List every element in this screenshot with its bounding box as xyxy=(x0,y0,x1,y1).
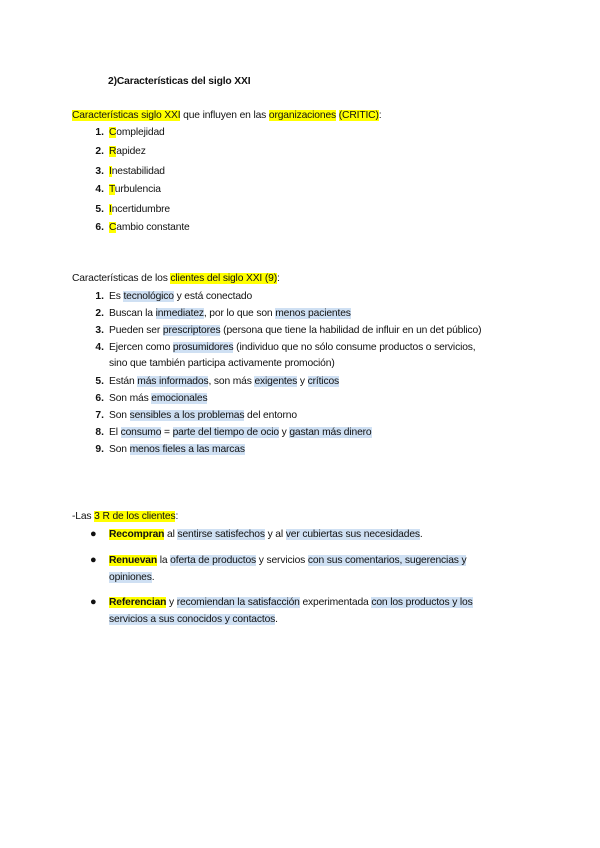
critic-item-number: 4. xyxy=(95,184,104,195)
clients-heading-highlight-2: (9) xyxy=(264,273,277,284)
critic-item-number: 2. xyxy=(95,146,104,157)
item-text: Buscan la xyxy=(109,308,156,319)
three-r-heading-colon: : xyxy=(175,511,179,522)
item-text: y al xyxy=(264,529,286,540)
item-text: Ejercen como xyxy=(109,342,173,353)
item-text: del entorno xyxy=(244,410,297,421)
critic-item xyxy=(109,126,165,139)
item-text: . xyxy=(151,572,155,583)
bullet-icon: ● xyxy=(90,554,97,566)
critic-item xyxy=(109,203,170,216)
clients-heading xyxy=(72,272,280,285)
critic-item-rest: ambio constante xyxy=(116,222,190,233)
highlighted-phrase: críticos xyxy=(307,376,340,387)
critic-item-number: 1. xyxy=(95,127,104,138)
highlighted-phrase: exigentes xyxy=(254,376,298,387)
critic-item-rest: nestabilidad xyxy=(111,166,165,177)
section-title: 2)Características del siglo XXI xyxy=(108,76,251,87)
item-text: Son xyxy=(109,410,130,421)
clients-item-number: 5. xyxy=(95,376,104,387)
three-r-heading xyxy=(72,510,178,523)
critic-heading xyxy=(72,109,381,122)
critic-item-number: 3. xyxy=(95,166,104,177)
item-text: (individuo que no sólo consume productos o servicios, xyxy=(233,342,476,353)
highlighted-phrase: consumo xyxy=(120,427,162,438)
bullet-icon: ● xyxy=(90,596,97,608)
item-text: y xyxy=(166,597,177,608)
three-r-heading-text: -Las xyxy=(72,511,95,522)
critic-item-number: 6. xyxy=(95,222,104,233)
critic-heading-highlight-1: Características siglo XXI xyxy=(72,110,181,121)
three-r-item-line xyxy=(109,554,466,567)
critic-heading-highlight-3: (CRITIC) xyxy=(338,110,379,121)
item-text: la xyxy=(157,555,171,566)
highlighted-phrase: con los productos y los xyxy=(371,597,473,608)
highlighted-phrase: emocionales xyxy=(151,393,208,404)
critic-item-rest: apidez xyxy=(116,146,146,157)
highlighted-phrase: menos fieles a las marcas xyxy=(129,444,245,455)
item-text: y está conectado xyxy=(173,291,253,302)
clients-item-number: 8. xyxy=(95,427,104,438)
clients-item xyxy=(109,290,252,303)
item-text: y servicios xyxy=(256,555,308,566)
clients-item-number: 3. xyxy=(95,325,104,336)
clients-item-number: 6. xyxy=(95,393,104,404)
highlighted-phrase: parte del tiempo de ocio xyxy=(172,427,279,438)
highlighted-phrase: recomiendan la satisfacción xyxy=(176,597,300,608)
item-text: Es xyxy=(109,291,124,302)
three-r-item-line xyxy=(109,596,473,609)
item-text: . xyxy=(275,614,278,625)
critic-item xyxy=(109,183,161,196)
clients-item xyxy=(109,443,245,456)
item-text: Están xyxy=(109,376,138,387)
item-text: , son más xyxy=(208,376,255,387)
critic-item-initial: C xyxy=(109,127,117,138)
clients-item-number: 2. xyxy=(95,308,104,319)
critic-heading-text-1: que influyen en las xyxy=(180,110,269,121)
three-r-item-line xyxy=(109,528,423,541)
clients-item xyxy=(109,392,207,405)
item-text: Son más xyxy=(109,393,152,404)
three-r-heading-highlight: 3 R de los clientes xyxy=(94,511,176,522)
highlighted-phrase: opiniones xyxy=(109,572,152,583)
three-r-item-line xyxy=(109,613,278,626)
clients-heading-text: Características de los xyxy=(72,273,171,284)
clients-item xyxy=(109,409,297,422)
clients-item xyxy=(109,324,481,337)
highlighted-phrase: sensibles a los problemas xyxy=(129,410,245,421)
item-text: y xyxy=(297,376,308,387)
critic-item-initial: I xyxy=(109,204,112,215)
clients-item xyxy=(109,341,476,354)
clients-item-number: 7. xyxy=(95,410,104,421)
critic-item-initial: R xyxy=(109,146,117,157)
item-text: Pueden ser xyxy=(109,325,163,336)
item-text: Son xyxy=(109,444,130,455)
item-text: = xyxy=(161,427,173,438)
critic-item-initial: T xyxy=(109,184,115,195)
highlighted-phrase: Renuevan xyxy=(109,555,158,566)
clients-item-number: 1. xyxy=(95,291,104,302)
item-text: experimentada xyxy=(299,597,372,608)
critic-item-number: 5. xyxy=(95,204,104,215)
critic-item-rest: urbulencia xyxy=(114,184,161,195)
critic-item-rest: omplejidad xyxy=(116,127,165,138)
clients-item-number: 9. xyxy=(95,444,104,455)
item-text: , por lo que son xyxy=(203,308,276,319)
clients-item xyxy=(109,375,339,388)
highlighted-phrase: prescriptores xyxy=(162,325,221,336)
three-r-item-line xyxy=(109,571,154,584)
item-text: (persona que tiene la habilidad de influir en un det público) xyxy=(220,325,482,336)
critic-item-initial: C xyxy=(109,222,117,233)
clients-item-continuation: sino que también participa activamente promoción) xyxy=(109,358,335,369)
clients-heading-highlight-1: clientes del siglo XXI xyxy=(170,273,263,284)
highlighted-phrase: oferta de productos xyxy=(170,555,257,566)
highlighted-phrase: prosumidores xyxy=(172,342,234,353)
highlighted-phrase: inmediatez xyxy=(155,308,204,319)
highlighted-phrase: Referencian xyxy=(109,597,167,608)
highlighted-phrase: ver cubiertas sus necesidades xyxy=(285,529,420,540)
highlighted-phrase: servicios a sus conocidos y contactos xyxy=(109,614,276,625)
highlighted-phrase: tecnológico xyxy=(123,291,174,302)
highlighted-phrase: Recompran xyxy=(109,529,165,540)
critic-heading-colon: : xyxy=(378,110,382,121)
critic-item xyxy=(109,221,190,234)
item-text: y xyxy=(278,427,290,438)
clients-heading-colon: : xyxy=(277,273,280,284)
item-text: El xyxy=(109,427,121,438)
highlighted-phrase: menos pacientes xyxy=(275,308,351,319)
item-text: . xyxy=(419,529,423,540)
clients-item xyxy=(109,307,351,320)
highlighted-phrase: con sus comentarios, sugerencias y xyxy=(307,555,467,566)
critic-item-initial: I xyxy=(109,166,112,177)
clients-item xyxy=(109,426,372,439)
critic-item-rest: ncertidumbre xyxy=(111,204,171,215)
item-text: al xyxy=(164,529,178,540)
highlighted-phrase: sentirse satisfechos xyxy=(177,529,265,540)
highlighted-phrase: más informados xyxy=(137,376,209,387)
critic-item xyxy=(109,145,146,158)
clients-item-number: 4. xyxy=(95,342,104,353)
bullet-icon: ● xyxy=(90,528,97,540)
critic-item xyxy=(109,165,165,178)
critic-heading-highlight-2: organizaciones xyxy=(268,110,337,121)
highlighted-phrase: gastan más dinero xyxy=(289,427,372,438)
